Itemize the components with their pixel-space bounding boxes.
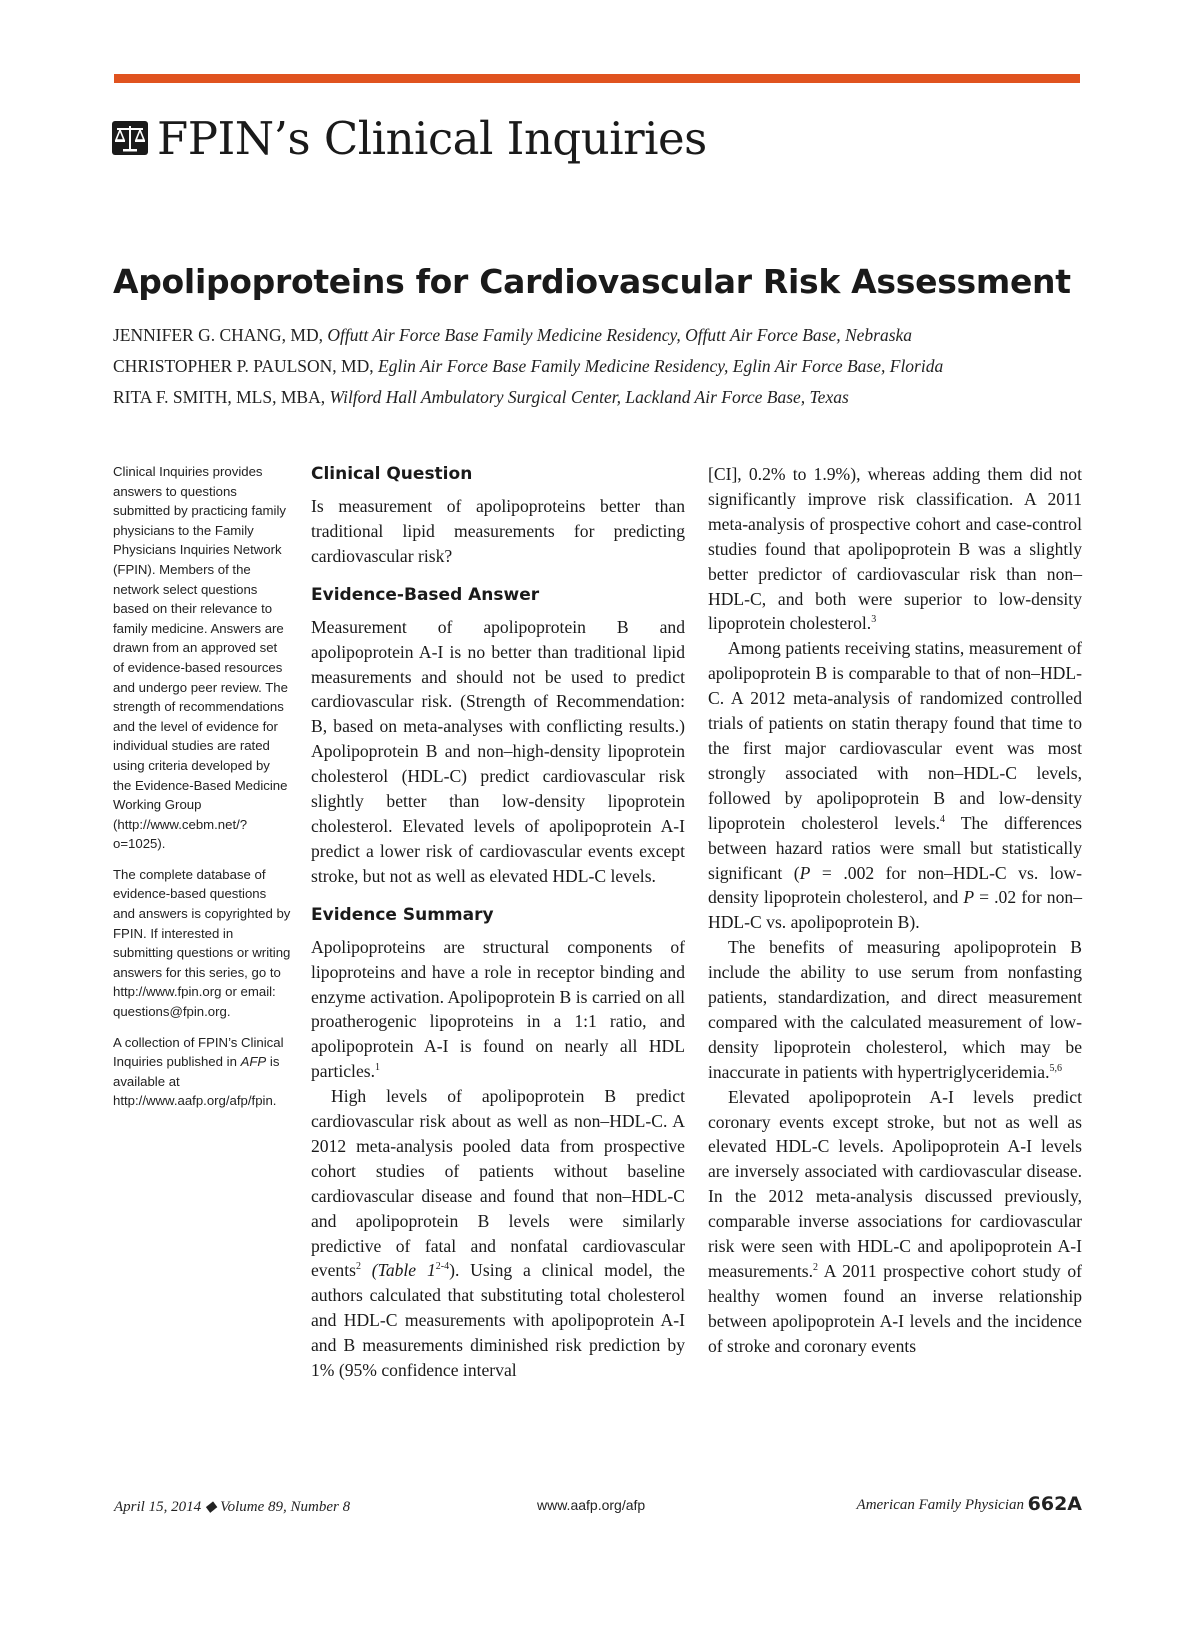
journal-name: American Family Physician	[856, 1497, 1024, 1513]
author-name: CHRISTOPHER P. PAULSON, MD,	[113, 356, 374, 376]
p-value-symbol: P	[799, 862, 811, 883]
article-title: Apolipoproteins for Cardiovascular Risk Assessment	[113, 262, 1071, 301]
body-column-2	[708, 462, 1082, 1359]
summary-paragraph	[708, 1085, 1082, 1359]
sidebar-note	[113, 462, 291, 1122]
paragraph-text: Apolipoproteins are structural components of lipoproteins and have a role in receptor binding and enzyme activation. Apolipoprotein B is carried on all proatherogenic lipoproteins in a 1:1 ratio, and apolipoprotein A-I is found on nearly all HDL particles.	[311, 936, 685, 1082]
summary-paragraph	[311, 1084, 685, 1383]
summary-paragraph	[311, 935, 685, 1084]
paragraph-text: High levels of apolipoprotein B predict cardiovascular risk about as well as non–HDL-C. A 2012 meta-analysis pooled data from prospective cohort studies of patients without baseline cardiovascular disease and found that non–HDL-C and apolipoprotein B levels were similarly predictive of fatal and nonfatal cardiovascular events	[311, 1086, 685, 1281]
section-heading-evidence-answer: Evidence-Based Answer	[311, 584, 540, 605]
summary-paragraph	[708, 462, 1082, 636]
paragraph-text: = .02 for non–HDL-C vs. apolipoprotein B).	[708, 887, 1082, 933]
sidebar-text: is available at http://www.aafp.org/afp/fpin.	[113, 1054, 280, 1109]
paragraph-text: Among patients receiving statins, measurement of apolipoprotein B is comparable to that of non–HDL-C. A 2012 meta-analysis of randomized controlled trials of patients on statin therapy found that time to the first major cardiovascular event was most strongly associated with non–HDL-C levels, followed by apolipoprotein B and low-density lipoprotein cholesterol levels.	[708, 638, 1082, 833]
header-accent-bar	[114, 74, 1080, 83]
sidebar-paragraph	[113, 1033, 291, 1111]
journal-abbrev: AFP	[240, 1054, 267, 1070]
author-line	[113, 351, 943, 382]
paragraph-text: = .002 for non–HDL-C vs. low-density lipoprotein cholesterol, and	[708, 862, 1082, 908]
paragraph-text: The benefits of measuring apolipoprotein B include the ability to use serum from nonfasting patients, standardization, and direct measurement compared with the calculated measurement of low-density lipoprotein cholesterol, which may be inaccurate in patients with hypertriglyceridemia.	[708, 937, 1082, 1082]
author-affiliation: Wilford Hall Ambulatory Surgical Center, Lackland Air Force Base, Texas	[329, 387, 849, 407]
author-name: RITA F. SMITH, MLS, MBA,	[113, 387, 326, 407]
sidebar-paragraph: Clinical Inquiries provides answers to questions submitted by practicing family physicians to the Family Physicians Inquiries Network (FPIN). Members of the network select questions based on their relevance to family medicine. Answers are drawn from an approved set of evidence-based resources and undergo peer review. The strength of recommendations and the level of evidence for individual studies are rated using criteria developed by the Evidence-Based Medicine Working Group (http://www.cebm.net/?o=1025).	[113, 464, 288, 852]
paragraph-text: The differences between hazard ratios were small but statistically significant (	[708, 812, 1082, 883]
paragraph-text: ). Using a clinical model, the authors calculated that substituting total cholesterol and HDL-C measurements with apolipoprotein A-I and B measurements diminished risk prediction by 1% (95% confidence interval	[311, 1260, 685, 1381]
sidebar-paragraph: The complete database of evidence-based questions and answers is copyrighted by FPIN. If interested in submitting questions or writing answers for this series, go to http://www.fpin.org or email: questions@fpin.org.	[113, 866, 291, 1020]
reference-marker: 4	[939, 813, 945, 825]
paragraph-text: [CI], 0.2% to 1.9%), whereas adding them did not significantly improve risk classification. A 2011 meta-analysis of prospective cohort and case-control studies found that apolipoprotein B was a slightly better predictor of cardiovascular risk than non–HDL-C, and both were superior to low-density lipoprotein cholesterol.	[708, 464, 1082, 634]
reference-marker: 1	[375, 1062, 380, 1074]
reference-marker: 2	[813, 1262, 819, 1274]
reference-marker: 5,6	[1049, 1062, 1062, 1074]
summary-paragraph	[708, 935, 1082, 1084]
section-heading-evidence-summary: Evidence Summary	[311, 904, 494, 925]
sidebar-text: A collection of FPIN’s Clinical Inquiries published in	[113, 1034, 284, 1070]
reference-marker: 3	[871, 614, 877, 626]
table-reference: (Table 1	[371, 1260, 436, 1281]
answer-text: Measurement of apolipoprotein B and apolipoprotein A-I is no better than traditional lipid measurements and should not be used to predict cardiovascular risk. (Strength of Recommendation: B, based on meta-analyses with conflicting results.) Apolipoprotein B and non–high-density lipoprotein cholesterol (HDL-C) predict cardiovascular risk slightly better than low-density lipoprotein cholesterol. Elevated levels of apolipoprotein A-I predict a lower risk of cardiovascular events except stroke, but not as well as elevated HDL-C levels.	[311, 616, 685, 886]
reference-marker: 2	[355, 1261, 361, 1273]
journal-url[interactable]: www.aafp.org/afp	[537, 1497, 646, 1513]
body-column-1	[311, 462, 685, 1383]
scales-icon	[111, 119, 149, 157]
issue-info: April 15, 2014 ◆ Volume 89, Number 8	[114, 1499, 351, 1515]
author-line	[113, 320, 943, 351]
reference-marker: 2-4	[435, 1261, 450, 1273]
summary-paragraph	[708, 636, 1082, 935]
question-text: Is measurement of apolipoproteins better than traditional lipid measurements for predicting cardiovascular risk?	[311, 496, 685, 566]
author-affiliation: Offutt Air Force Base Family Medicine Residency, Offutt Air Force Base, Nebraska	[327, 325, 913, 345]
author-line	[113, 382, 943, 413]
masthead-title: FPIN’s Clinical Inquiries	[157, 111, 707, 165]
page-number: 662A	[1027, 1493, 1082, 1515]
author-name: JENNIFER G. CHANG, MD,	[113, 325, 324, 345]
author-affiliation: Eglin Air Force Base Family Medicine Residency, Eglin Air Force Base, Florida	[378, 356, 944, 376]
page-footer	[114, 1493, 1082, 1521]
paragraph-text: Elevated apolipoprotein A-I levels predict coronary events except stroke, but not as well as elevated HDL-C levels. Apolipoprotein A-I levels are inversely associated with cardiovascular disease. In the 2012 meta-analysis discussed previously, comparable inverse associations for cardiovascular risk were seen with HDL-C and apolipoprotein A-I measurements.	[708, 1086, 1082, 1281]
p-value-symbol: P	[963, 887, 975, 908]
paragraph-text: A 2011 prospective cohort study of healthy women found an inverse relationship between apolipoprotein A-I levels and the incidence of stroke and coronary events	[708, 1261, 1082, 1356]
section-heading-clinical-question: Clinical Question	[311, 464, 473, 484]
author-list	[113, 320, 943, 413]
masthead	[111, 108, 707, 168]
